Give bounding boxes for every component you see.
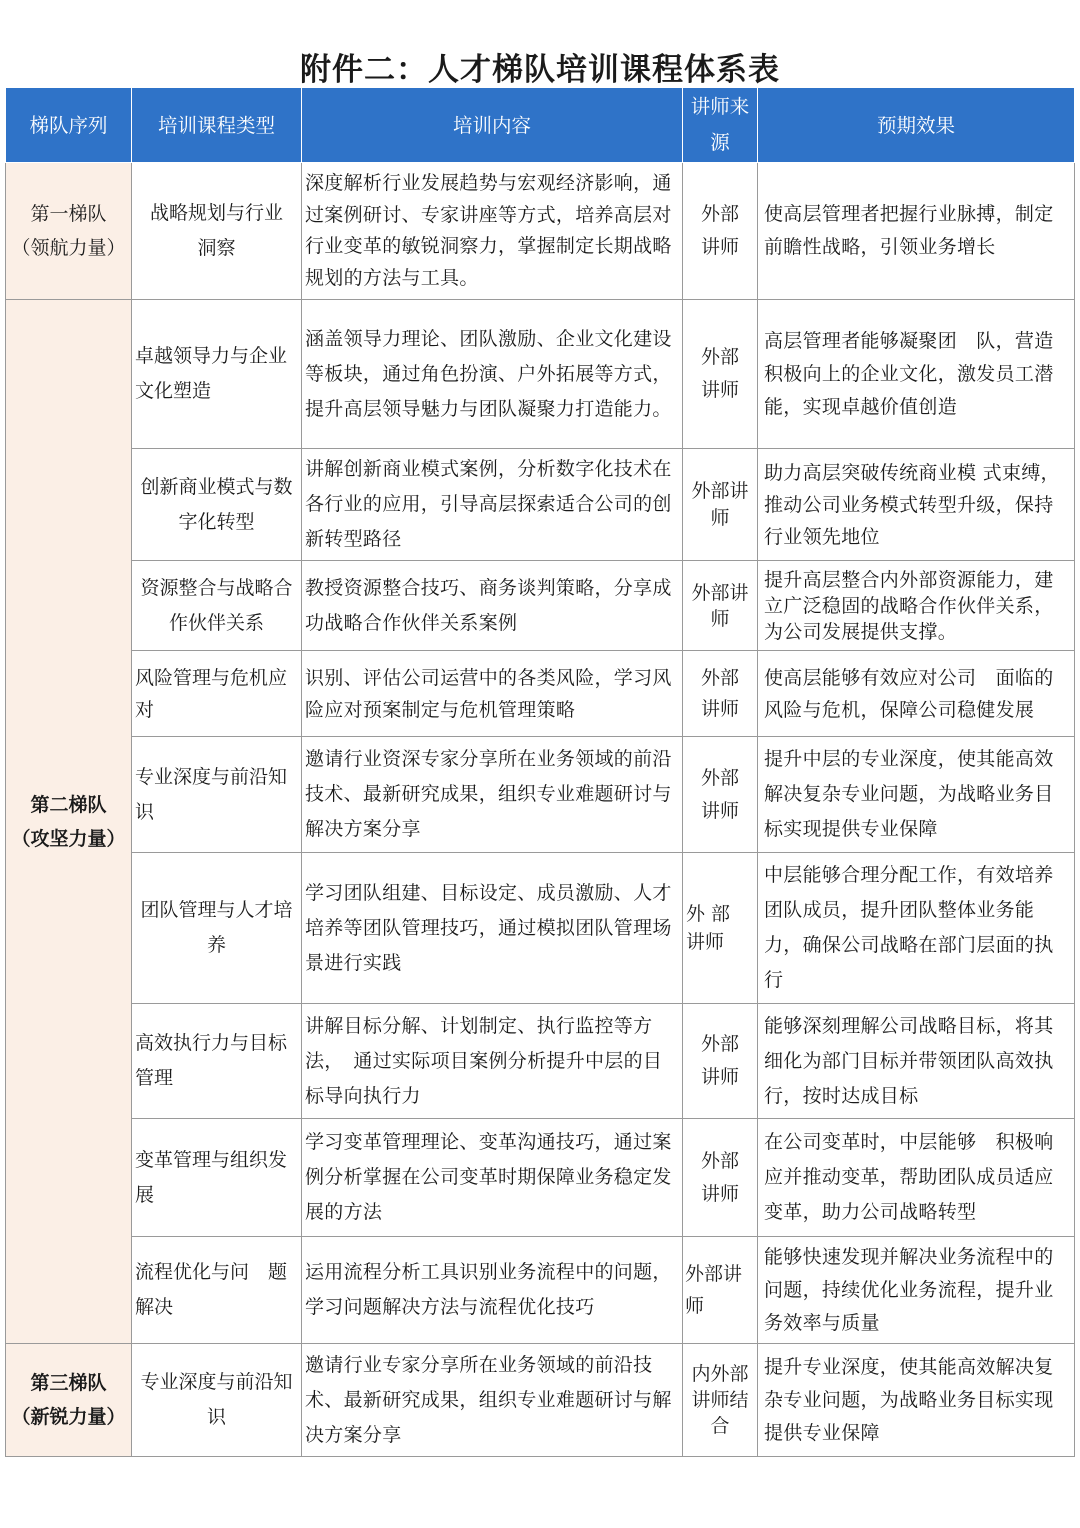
course-content: 识别、评估公司运营中的各类风险，学习风 险应对预案制定与危机管理策略 <box>302 651 683 737</box>
teacher-source: 外部讲师 <box>683 737 758 853</box>
tier-subtitle: （攻坚力量） <box>11 827 126 850</box>
table-row <box>6 1344 1075 1457</box>
tier-name: 第三梯队 <box>30 1372 107 1394</box>
course-type: 专业深度与前沿知识 <box>132 1344 302 1457</box>
tier-subtitle: （新锐力量） <box>11 1406 126 1428</box>
teacher-source: 外部讲师 <box>683 1004 758 1119</box>
table-row <box>6 163 1075 300</box>
expected-effect: 使高层管理者把握行业脉搏，制定前瞻性战略，引领业务增长 <box>758 163 1075 300</box>
table-row <box>6 1237 1075 1344</box>
training-course-table <box>5 87 1075 1457</box>
tier-cell-3 <box>6 1344 132 1457</box>
course-content: 邀请行业专家分享所在业务领域的前沿技术、最新研究成果，组织专业难题研讨与解 决方案分享 <box>302 1344 683 1457</box>
teacher-source: 外部讲师 <box>683 1119 758 1237</box>
expected-effect: 提升高层整合内外部资源能力，建立广泛稳固的战略合作伙伴关系，为公司发展提供支撑。 <box>758 561 1075 651</box>
course-type: 团队管理与人才培养 <box>132 853 302 1004</box>
course-type: 变革管理与组织发展 <box>132 1119 302 1237</box>
course-content: 讲解目标分解、计划制定、执行监控等方法， 通过实际项目案例分析提升中层的目标导向执行力 <box>302 1004 683 1119</box>
column-header-content: 培训内容 <box>302 88 683 163</box>
course-content: 运用流程分析工具识别业务流程中的问题， 学习问题解决方法与流程优化技巧 <box>302 1237 683 1344</box>
column-header-teacher: 讲师来源 <box>683 88 758 163</box>
table-row <box>6 651 1075 737</box>
expected-effect: 能够深刻理解公司战略目标，将其细化为部门目标并带领团队高效执行，按时达成目标 <box>758 1004 1075 1119</box>
course-content: 邀请行业资深专家分享所在业务领域的前沿技术、最新研究成果，组织专业难题研讨与解决方案分享 <box>302 737 683 853</box>
column-header-tier: 梯队序列 <box>6 88 132 163</box>
course-type: 资源整合与战略合作伙伴关系 <box>132 561 302 651</box>
teacher-source: 外部讲师 <box>683 300 758 449</box>
course-content: 教授资源整合技巧、商务谈判策略，分享成功战略合作伙伴关系案例 <box>302 561 683 651</box>
teacher-source: 外部讲师 <box>683 651 758 737</box>
course-type: 风险管理与危机应对 <box>132 651 302 737</box>
course-content: 学习变革管理理论、变革沟通技巧，通过案 例分析掌握在公司变革时期保障业务稳定发 展的方法 <box>302 1119 683 1237</box>
course-type: 战略规划与行业洞察 <box>132 163 302 300</box>
expected-effect: 提升中层的专业深度，使其能高效解决复杂专业问题，为战略业务目标实现提供专业保障 <box>758 737 1075 853</box>
table-row <box>6 1119 1075 1237</box>
table-header-row <box>6 88 1075 163</box>
page-title: 附件二：人才梯队培训课程体系表 <box>300 52 780 88</box>
course-type: 高效执行力与目标管理 <box>132 1004 302 1119</box>
expected-effect: 提升专业深度，使其能高效解决复杂专业问题，为战略业务目标实现提供专业保障 <box>758 1344 1075 1457</box>
table-row <box>6 561 1075 651</box>
expected-effect: 能够快速发现并解决业务流程中的问题，持续优化业务流程，提升业务效率与质量 <box>758 1237 1075 1344</box>
teacher-source: 外 部 讲师 <box>683 853 758 1004</box>
teacher-source: 外部讲师 <box>683 561 758 651</box>
tier-name: 第一梯队 <box>30 203 107 225</box>
expected-effect: 使高层能够有效应对公司 面临的风险与危机，保障公司稳健发展 <box>758 651 1075 737</box>
expected-effect: 中层能够合理分配工作，有效培养团队成员，提升团队整体业务能力，确保公司战略在部门层面的执行 <box>758 853 1075 1004</box>
table-row <box>6 300 1075 449</box>
table-row <box>6 853 1075 1004</box>
course-content: 学习团队组建、目标设定、成员激励、人才培养等团队管理技巧，通过模拟团队管理场景进行实践 <box>302 853 683 1004</box>
course-type: 创新商业模式与数字化转型 <box>132 449 302 561</box>
column-header-course-type: 培训课程类型 <box>132 88 302 163</box>
tier-subtitle: （领航力量） <box>11 237 126 259</box>
table-row <box>6 737 1075 853</box>
tier-name: 第二梯队 <box>30 793 107 816</box>
table-row <box>6 1004 1075 1119</box>
course-content: 涵盖领导力理论、团队激励、企业文化建设等板块，通过角色扮演、户外拓展等方式，提升高层领导魅力与团队凝聚力打造能力。 <box>302 300 683 449</box>
course-content: 深度解析行业发展趋势与宏观经济影响，通过案例研讨、专家讲座等方式，培养高层对行业变革的敏锐洞察力，掌握制定长期战略规划的方法与工具。 <box>302 163 683 300</box>
course-content: 讲解创新商业模式案例，分析数字化技术在各行业的应用，引导高层探索适合公司的创新转型路径 <box>302 449 683 561</box>
course-type: 卓越领导力与企业文化塑造 <box>132 300 302 449</box>
expected-effect: 助力高层突破传统商业模 式束缚，推动公司业务模式转型升级，保持行业领先地位 <box>758 449 1075 561</box>
teacher-source: 外部讲师 <box>683 449 758 561</box>
tier-cell-1 <box>6 163 132 300</box>
tier-cell-2 <box>6 300 132 1344</box>
expected-effect: 高层管理者能够凝聚团 队，营造积极向上的企业文化，激发员工潜能，实现卓越价值创造 <box>758 300 1075 449</box>
teacher-source: 内外部讲师结合 <box>683 1344 758 1457</box>
course-type: 流程优化与问 题解决 <box>132 1237 302 1344</box>
table-row <box>6 449 1075 561</box>
teacher-source: 外部讲师 <box>683 1237 758 1344</box>
teacher-source: 外部讲师 <box>683 163 758 300</box>
column-header-effect: 预期效果 <box>758 88 1075 163</box>
expected-effect: 在公司变革时，中层能够 积极响应并推动变革，帮助团队成员适应变革，助力公司战略转型 <box>758 1119 1075 1237</box>
course-type: 专业深度与前沿知识 <box>132 737 302 853</box>
